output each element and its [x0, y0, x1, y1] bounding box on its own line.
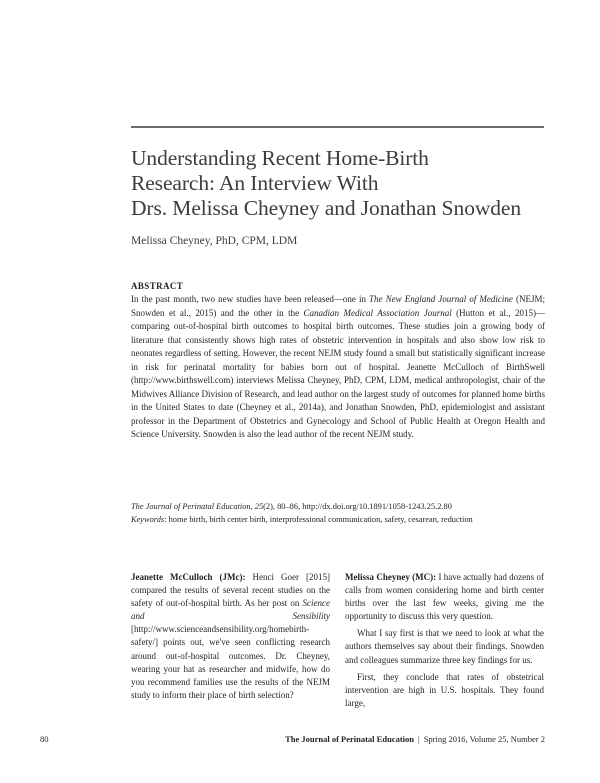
title-line-2: Research: An Interview With — [131, 171, 379, 195]
page-number: 80 — [40, 734, 49, 744]
running-footer — [285, 734, 545, 744]
header-rule — [131, 126, 544, 128]
interview-answer-1 — [345, 571, 544, 623]
keywords-label: Keywords — [131, 514, 165, 524]
question-text-1: Henci Goer [2015] compared the results of several recent studies on the safety of out-of-hospital birth. As her post on — [131, 572, 330, 609]
interview-answer-3: First, they conclude that rates of obstetrical intervention are high in U.S. hospitals. They found large, — [345, 671, 544, 708]
answer-text-1: I have actually had dozens of calls from women considering home and birth center births over the last few weeks, giving me the opportunity to discuss this very question. — [345, 572, 544, 622]
citation-volume: 25 — [254, 502, 264, 511]
title-line-3: Drs. Melissa Cheyney and Jonathan Snowden — [131, 196, 522, 220]
abstract-text-2: (NEJM; Snowden et al., 2015) and the other in the — [131, 294, 545, 318]
abstract-body — [131, 293, 545, 442]
interview-answer-2: What I say first is that we need to look at what the authors themselves say about their findings. Snowden and colleagues summarize three key findings for us. — [345, 628, 544, 665]
title-line-1: Understanding Recent Home-Birth — [131, 146, 429, 170]
footer-issue: Spring 2016, Volume 25, Number 2 — [423, 734, 545, 744]
abstract-heading: ABSTRACT — [131, 281, 184, 291]
interview-column-right — [345, 571, 544, 710]
abstract-text-3: (Hutton et al., 2015)—comparing out-of-hospital birth outcomes to hospital birth outcomes. These studies join a growing body of literature that consistently shows high rates of obstetric intervention in hospitals and also show low risk to neonates regardless of setting. However, the recent NEJM study found a small but statistically significant increase in risk for perinatal mortality for babies born out of hospital. Jeanette McCulloch of BirthSwell (http://www.birthswell.com) interviews Melissa Cheyney, PhD, CPM, LDM, medical anthropologist, chair of the Midwives Alliance Division of Research, and lead author on the largest study of outcomes for planned home births in the United States to date (Cheyney et al., 2014a), and Jonathan Snowden, PhD, epidemiologist and assistant professor in the Department of Obstetrics and Gynecology and School of Public Health at Oregon Health and Science University. Snowden is also the lead author of the recent NEJM study. — [131, 307, 546, 440]
citation-block — [131, 501, 551, 526]
keywords-list: : home birth, birth center birth, interprofessional communication, safety, cesarean, reduction — [164, 514, 473, 524]
footer-journal-name: The Journal of Perinatal Education — [285, 734, 414, 744]
abstract-journal-cmaj: Canadian Medical Association Journal — [303, 307, 452, 318]
interview-question — [131, 571, 330, 702]
citation-journal: The Journal of Perinatal Education — [131, 502, 251, 511]
abstract-journal-nejm: The New England Journal of Medicine — [369, 294, 513, 304]
answer-speaker: Melissa Cheyney (MC): — [345, 572, 437, 582]
abstract-text-1: In the past month, two new studies have been released—one in — [131, 294, 370, 304]
footer-separator: | — [418, 734, 420, 744]
citation-details: (2), 80–86, http://dx.doi.org/10.1891/1058-1243.25.2.80 — [263, 502, 452, 511]
interview-column-left — [131, 571, 330, 702]
question-speaker: Jeanette McCulloch (JMc): — [131, 572, 246, 582]
keywords-line — [131, 514, 551, 527]
article-title — [131, 146, 551, 221]
question-blog-name: Science and Sensibility — [131, 598, 330, 622]
question-text-2: [http://www.scienceandsensibility.org/homebirth-safety/] points out, we've seen conflicting research around out-of-hospital outcomes. Dr. Cheyney, wearing your hat as researcher and midwife, how do you recommend families use the results of the NEJM study to inform their place of birth selection? — [131, 624, 330, 700]
article-author: Melissa Cheyney, PhD, CPM, LDM — [131, 235, 298, 247]
citation-line: The Journal of Perinatal Education, 25(2), 80–86, http://dx.doi.org/10.1891/1058-1243.25.2.80 — [131, 502, 452, 511]
